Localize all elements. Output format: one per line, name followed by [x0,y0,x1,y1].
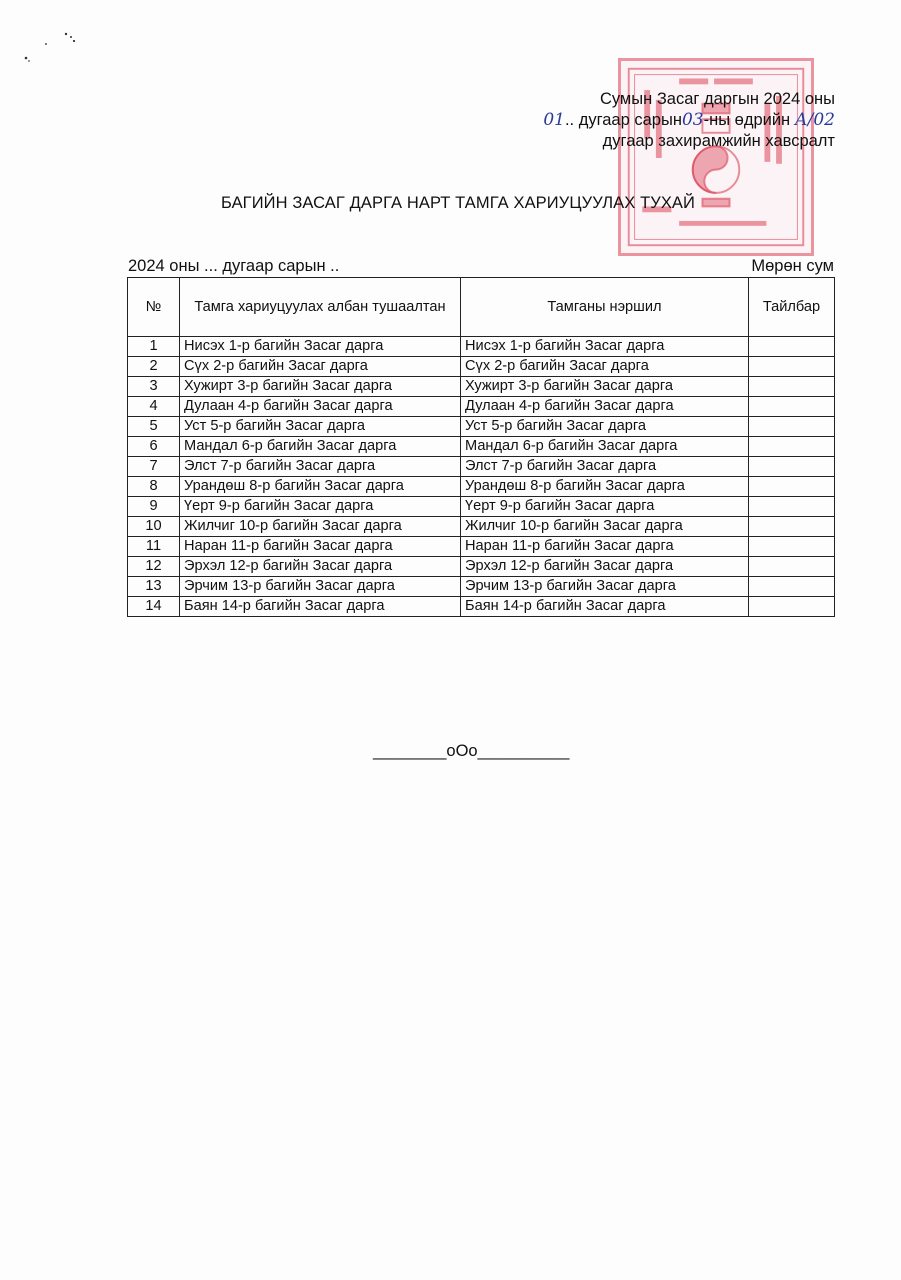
table-row [128,337,835,357]
document-title: БАГИЙН ЗАСАГ ДАРГА НАРТ ТАМГА ХАРИУЦУУЛАХ ТУХАЙ [221,194,695,212]
header-dots: .. [564,111,579,129]
note-cell [749,477,835,497]
table-row [128,437,835,457]
table-row [128,537,835,557]
note-cell [749,497,835,517]
row-number: 3 [128,377,180,397]
official-seal-icon [618,58,814,256]
seal-name-cell: Дулаан 4-р багийн Засаг дарга [461,397,749,417]
seal-name-cell: Эрчим 13-р багийн Засаг дарга [461,577,749,597]
col-header-official [180,278,461,337]
note-cell [749,397,835,417]
row-number: 9 [128,497,180,517]
official-cell: Нисэх 1-р багийн Засаг дарга [180,337,461,357]
table-row [128,497,835,517]
table-header-row [128,278,835,337]
table-row [128,597,835,617]
meta-row [128,257,834,279]
table-row [128,557,835,577]
official-cell: Уст 5-р багийн Засаг дарга [180,417,461,437]
seal-name-cell: Үерт 9-р багийн Засаг дарга [461,497,749,517]
table-row [128,577,835,597]
table-row [128,477,835,497]
header-line-2-pre: дугаар сарын [578,111,682,129]
row-number: 1 [128,337,180,357]
row-number: 5 [128,417,180,437]
official-cell: Үерт 9-р багийн Засаг дарга [180,497,461,517]
official-cell: Жилчиг 10-р багийн Засаг дарга [180,517,461,537]
attachment-header [495,89,835,152]
note-cell [749,417,835,437]
col-header-official-label: Тамга хариуцуулах албан тушаалтан [194,298,446,315]
official-cell: Баян 14-р багийн Засаг дарга [180,597,461,617]
official-cell: Урандөш 8-р багийн Засаг дарга [180,477,461,497]
table-body [128,337,835,617]
date-line: 2024 оны ... дугаар сарын .. [128,257,340,275]
scan-specks [20,28,90,68]
col-header-number: № [128,278,180,337]
official-cell: Мандал 6-р багийн Засаг дарга [180,437,461,457]
table-row [128,397,835,417]
table-row [128,457,835,477]
handwritten-number: А/02 [794,110,835,130]
location: Мөрөн сум [751,257,834,275]
seal-name-cell: Эрхэл 12-р багийн Засаг дарга [461,557,749,577]
row-number: 6 [128,437,180,457]
row-number: 2 [128,357,180,377]
handwritten-day: 01 [543,110,565,130]
col-header-seal-name: Тамганы нэршил [461,278,749,337]
note-cell [749,377,835,397]
official-cell: Эрхэл 12-р багийн Засаг дарга [180,557,461,577]
seal-name-cell: Сүх 2-р багийн Засаг дарга [461,357,749,377]
seal-name-cell: Мандал 6-р багийн Засаг дарга [461,437,749,457]
seal-name-cell: Наран 11-р багийн Засаг дарга [461,537,749,557]
note-cell [749,557,835,577]
seal-name-cell: Нисэх 1-р багийн Засаг дарга [461,337,749,357]
note-cell [749,357,835,377]
closing-mark: ________оОо__________ [373,742,570,760]
official-cell: Сүх 2-р багийн Засаг дарга [180,357,461,377]
row-number: 4 [128,397,180,417]
row-number: 11 [128,537,180,557]
official-cell: Эрчим 13-р багийн Засаг дарга [180,577,461,597]
header-line-3: дугаар захирамжийн хавсралт [602,132,835,150]
note-cell [749,457,835,477]
official-cell: Хужирт 3-р багийн Засаг дарга [180,377,461,397]
handwritten-month: 03 [681,110,704,130]
note-cell [749,517,835,537]
row-number: 12 [128,557,180,577]
seal-name-cell: Хужирт 3-р багийн Засаг дарга [461,377,749,397]
note-cell [749,537,835,557]
row-number: 13 [128,577,180,597]
table-row [128,357,835,377]
seal-name-cell: Баян 14-р багийн Засаг дарга [461,597,749,617]
col-header-note: Тайлбар [749,278,835,337]
table-row [128,417,835,437]
note-cell [749,577,835,597]
row-number: 10 [128,517,180,537]
seal-name-cell: Элст 7-р багийн Засаг дарга [461,457,749,477]
table-row [128,377,835,397]
seal-name-cell: Уст 5-р багийн Засаг дарга [461,417,749,437]
official-cell: Наран 11-р багийн Засаг дарга [180,537,461,557]
official-cell: Дулаан 4-р багийн Засаг дарга [180,397,461,417]
note-cell [749,437,835,457]
seal-assignment-table [127,277,835,617]
row-number: 8 [128,477,180,497]
official-cell: Элст 7-р багийн Засаг дарга [180,457,461,477]
note-cell [749,337,835,357]
header-line-2 [495,110,835,131]
row-number: 7 [128,457,180,477]
note-cell [749,597,835,617]
header-line-1: Сумын Засаг даргын 2024 оны [599,90,835,108]
row-number: 14 [128,597,180,617]
seal-name-cell: Урандөш 8-р багийн Засаг дарга [461,477,749,497]
header-line-2-mid: -ны өдрийн [703,111,791,129]
seal-name-cell: Жилчиг 10-р багийн Засаг дарга [461,517,749,537]
table-row [128,517,835,537]
